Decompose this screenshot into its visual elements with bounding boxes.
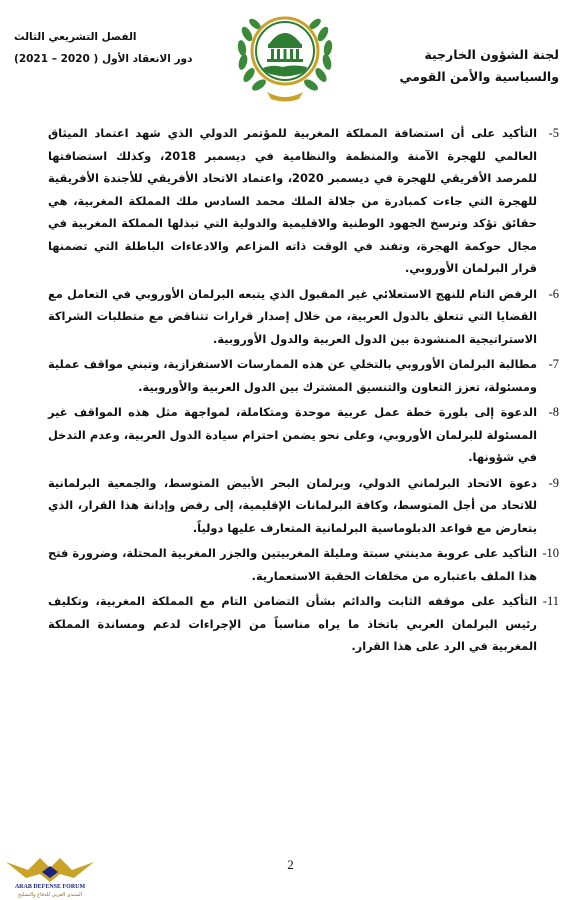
list-item-9: [48, 472, 559, 540]
list-item-5: [48, 122, 559, 280]
item-number: 10-: [542, 546, 559, 560]
item-text: الدعوة إلى بلورة خطة عمل عربية موحدة ومتكاملة، لمواجهة مثل هذه المواقف غير المسئولة للبرلمان الأوروبي، وعلى نحو يضمن احترام سيادة الدول العربية، وعدم التدخل في شؤونها.: [48, 405, 537, 464]
list-item-11: [48, 590, 559, 658]
list-item-8: [48, 401, 559, 469]
arab-defense-forum-logo-icon: [2, 848, 98, 898]
item-text: مطالبة البرلمان الأوروبي بالتخلي عن هذه الممارسات الاستفزازية، وتبني مواقف عملية ومسئولة، تعزز التعاون والتنسيق المشترك بين الدول العربية والأوروبية.: [48, 357, 537, 394]
page-number: 2: [287, 857, 294, 872]
committee-line-2: والسياسية والأمن القومي: [399, 69, 559, 84]
list-item-6: [48, 283, 559, 351]
arab-parliament-emblem-icon: [233, 4, 337, 104]
document-body: [48, 122, 559, 661]
item-number: 9-: [548, 475, 559, 490]
item-text: دعوة الاتحاد البرلماني الدولي، وبرلمان البحر الأبيض المتوسط، والجمعية البرلمانية للاتحاد من أجل المتوسط، وكافة البرلمانات الإقليمية، إلى رفض وإدانة هذا القرار، الذي يتعارض مع قواعد الدبلوماسية البرلمانية المتعارف عليها دولياً.: [48, 475, 537, 535]
committee-name: [389, 44, 559, 88]
session-info: [14, 26, 199, 70]
item-number: 5-: [548, 126, 559, 140]
item-number: 8-: [548, 405, 559, 419]
item-text: التأكيد على موقفه الثابت والدائم بشأن التضامن التام مع المملكة المغربية، وتكليف رئيس البرلمان العربي باتخاذ ما يراه مناسباً من الإجراءات لدعم ومساندة المملكة المغربية في الرد على هذا القرار.: [48, 594, 537, 653]
list-item-10: [48, 542, 559, 587]
session-line-2: دور الانعقاد الأول ( 2020 – 2021): [14, 53, 193, 65]
item-number: 7-: [548, 357, 559, 371]
list-item-7: [48, 353, 559, 398]
item-text: التأكيد على أن استضافة المملكة المغربية للمؤتمر الدولي الذي شهد اعتماد الميثاق العالمي للهجرة الآمنة والمنظمة والنظامية في ديسمبر 2018، وكذلك استضافتها للمرصد الأفريقي للهجرة في ديسمبر 2020، واعتماد الاتحاد الأفريقي للأجندة الأفريقية للهجرة التي جاءت كمبادرة من جلالة الملك محمد السادس ملك المملكة المغربية، هي حقائق تؤكد وترسخ الجهود الوطنية والاقليمية والدولية التي تبذلها المملكة المغربية في مجال حوكمة الهجرة، وتفند في الوقت ذاته المزاعم والادعاءات الباطلة التي تضمنها قرار البرلمان الأوروبي.: [48, 126, 538, 275]
committee-line-1: لجنة الشؤون الخارجية: [424, 47, 559, 62]
item-text: التأكيد على عروبة مدينتي سبتة ومليلة المغربيتين والجزر المغربية المحتلة، وضرورة فتح هذا الملف باعتباره من مخلفات الحقبة الاستعمارية.: [48, 546, 537, 583]
session-line-1: الفصل التشريعي الثالث: [14, 31, 137, 43]
item-text: الرفض التام للنهج الاستعلائي غير المقبول الذي يتبعه البرلمان الأوروبي في التعامل مع القضايا التي تتعلق بالدول العربية، من خلال إصدار قرارات تتناقض مع متطلبات الشراكة الاستراتيجية المنشودة بين الدول العربية والدول الأوروبية.: [48, 286, 537, 346]
svg-text:ARAB DEFENSE FORUM: ARAB DEFENSE FORUM: [14, 884, 86, 890]
item-number: 6-: [548, 286, 559, 301]
svg-text:المنتدى العربي للدفاع والتسليح: المنتدى العربي للدفاع والتسليح: [17, 892, 83, 898]
item-number: 11-: [542, 594, 559, 608]
